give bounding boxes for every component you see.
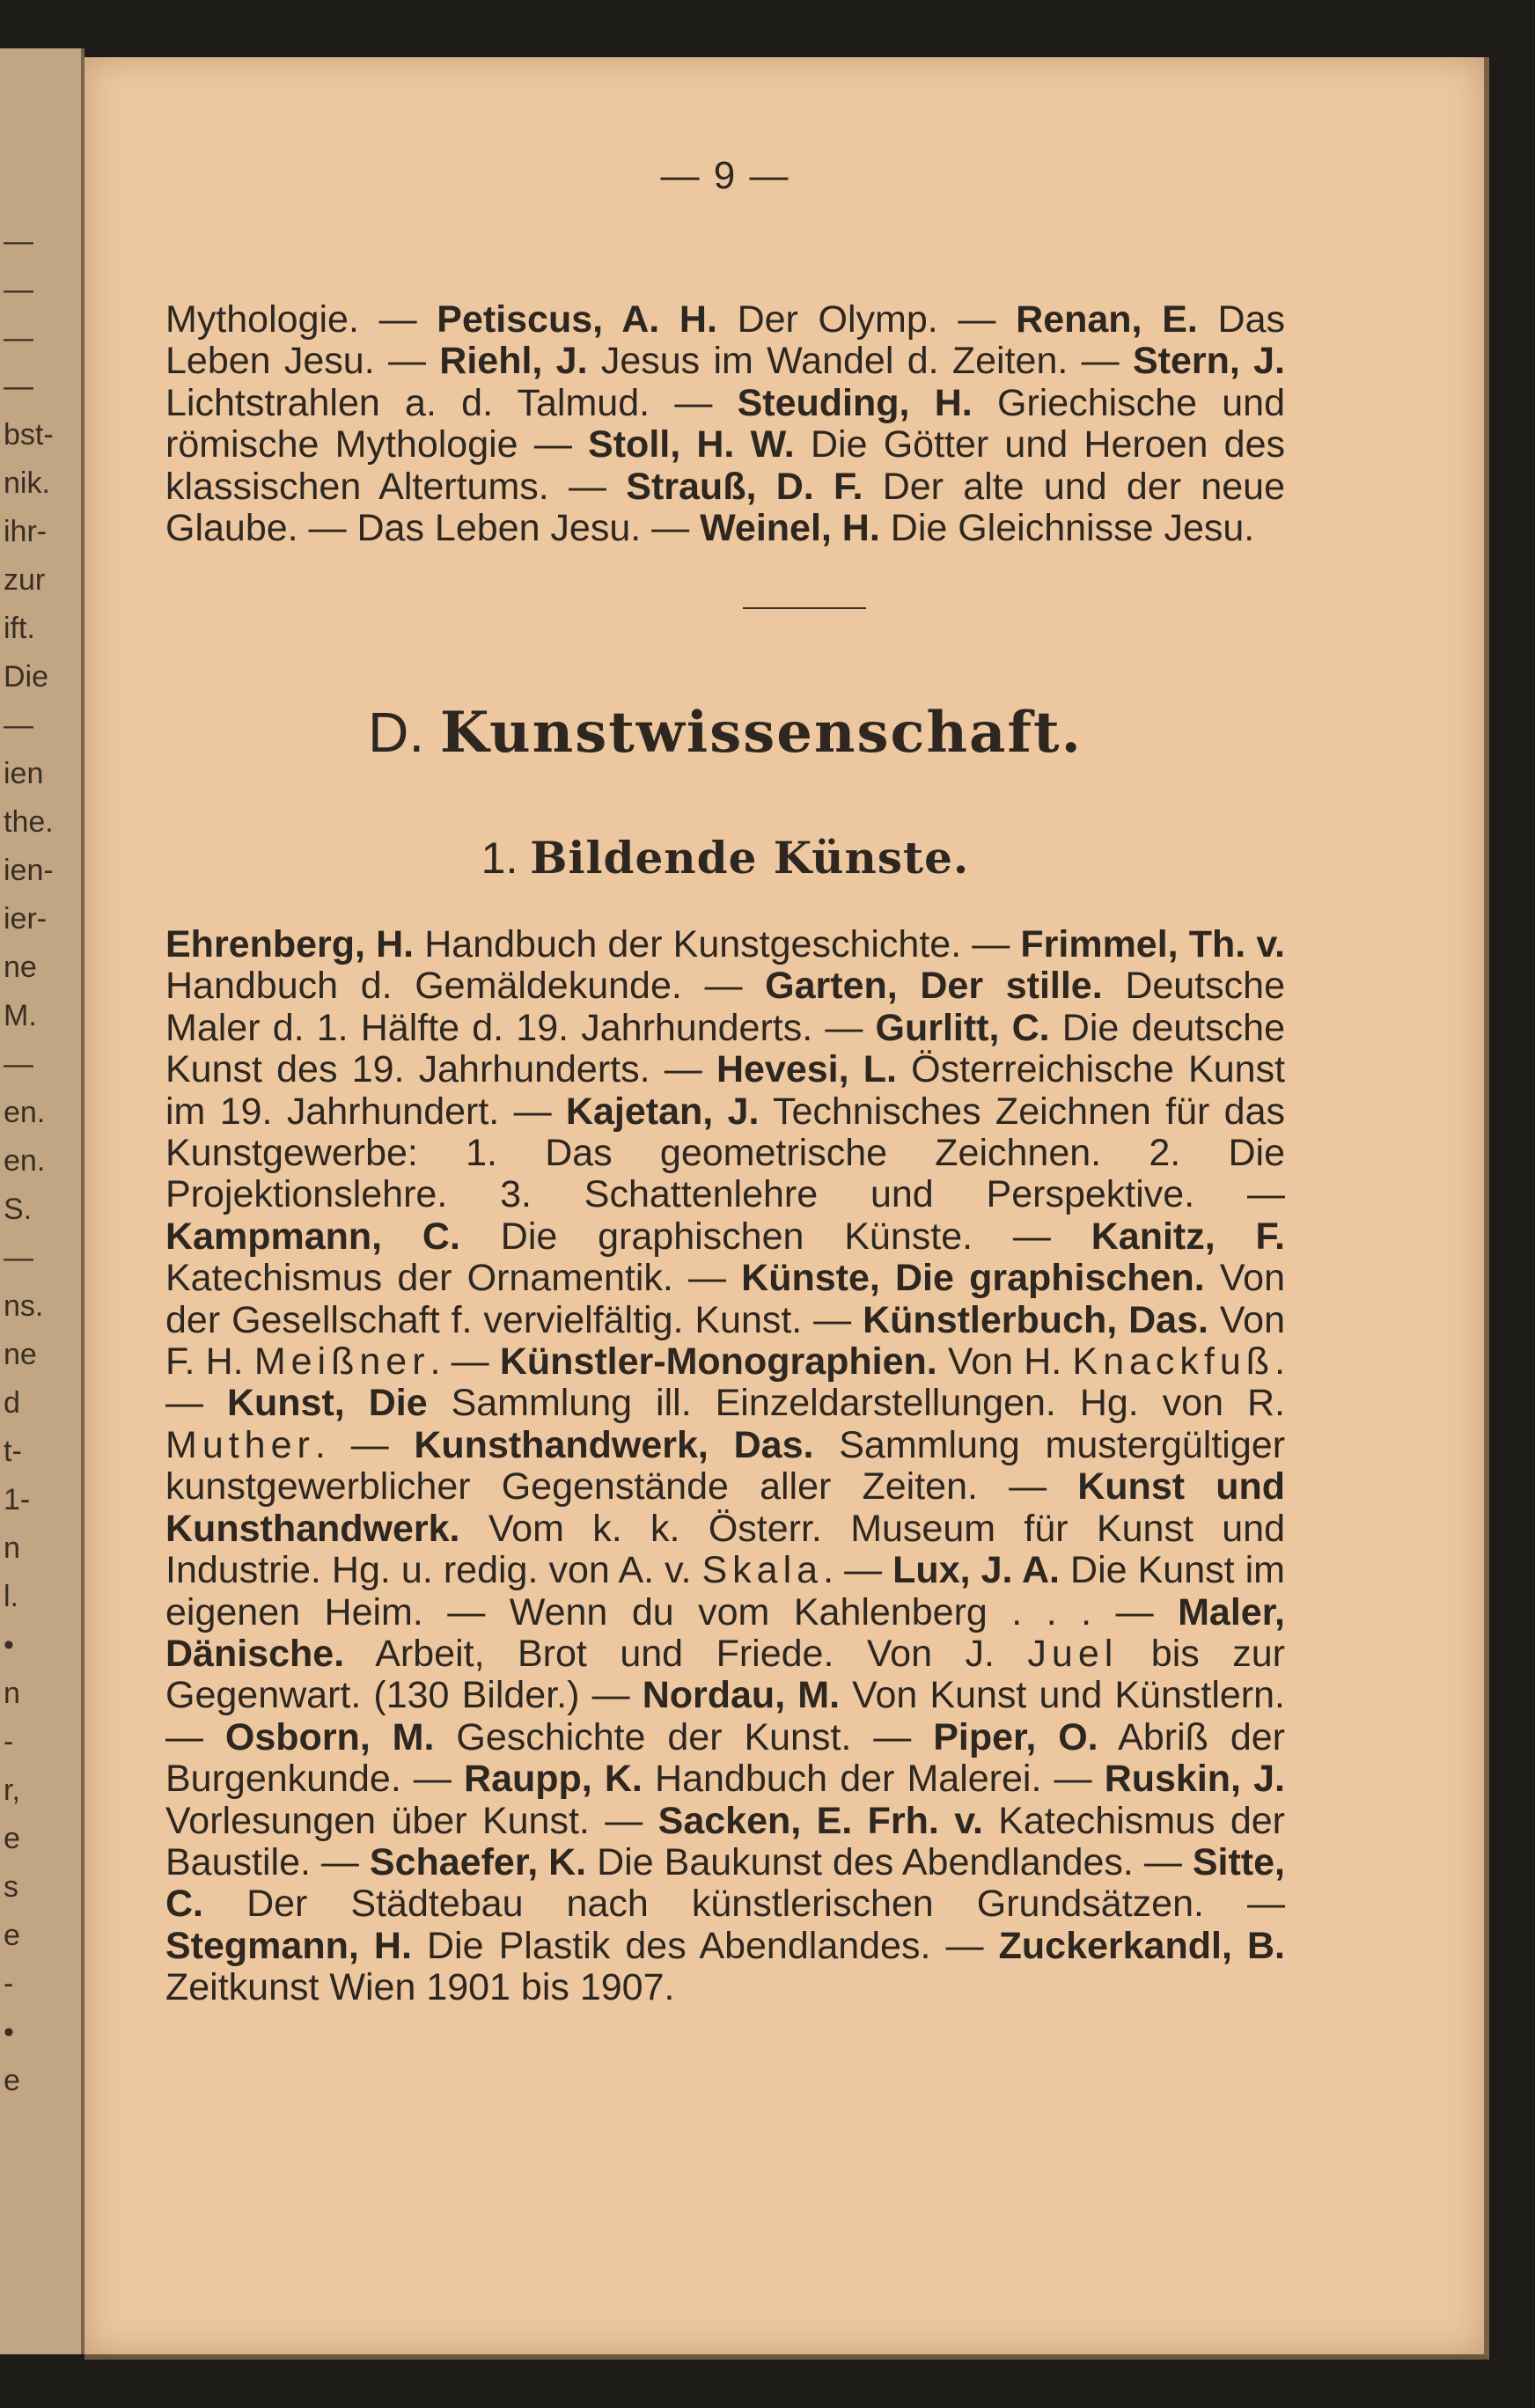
left-page-fragment: the.: [4, 805, 54, 839]
entry-text: Der alte und der neue Glaube. — Das Leben Jesu. —: [165, 465, 1285, 550]
left-page-fragment: zur: [4, 563, 46, 597]
entry-text: Die Baukunst des Abendlandes. —: [586, 1840, 1193, 1883]
left-page-fragment: e: [4, 2064, 20, 2097]
entry-text: Sammlung mustergültiger kunstgewerblicher Gegenstände aller Zeiten. —: [165, 1423, 1286, 1509]
entry-text: Geschichte der Kunst. —: [434, 1715, 934, 1758]
left-page-fragment: n: [4, 1531, 20, 1565]
spaced-name: Knackfuß: [1072, 1340, 1275, 1384]
entry-text: Der Olymp. —: [716, 298, 1017, 341]
author-name: Sacken, E. Frh. v.: [657, 1799, 983, 1842]
left-page-fragment: e: [4, 1919, 20, 1952]
author-name: Maler, Dänische.: [165, 1590, 1285, 1675]
left-page-fragment: en.: [4, 1096, 46, 1129]
entry-text: . —: [823, 1549, 893, 1592]
entry-text: Technisches Zeichnen für das Kunstgewerbe: 1. Das geometrische Zeichnen. 2. Die Projektionslehre. 3. Schattenlehre und Perspektive. —: [165, 1090, 1285, 1216]
author-name: Zuckerkandl, B.: [998, 1924, 1285, 1967]
left-page-fragment: —: [4, 1047, 33, 1081]
left-page-fragment: •: [4, 1628, 14, 1662]
author-name: Schaefer, K.: [369, 1840, 587, 1883]
left-page-fragment: l.: [4, 1580, 18, 1613]
author-name: Sitte, C.: [165, 1840, 1285, 1926]
entry-text: Jesus im Wandel d. Zeiten. —: [587, 340, 1133, 383]
left-page-fragment: M.: [4, 999, 37, 1032]
entry-text: Vorlesungen über Kunst. —: [165, 1799, 658, 1842]
entry-text: Griechische und römische Mythologie —: [165, 381, 1285, 466]
left-page-fragment: ihr-: [4, 515, 48, 548]
section-divider: [743, 607, 866, 609]
left-page-fragment: nik.: [4, 466, 50, 500]
entry-text: Österreichische Kunst im 19. Jahrhundert. —: [165, 1048, 1286, 1133]
left-page-fragment: -: [4, 1725, 14, 1758]
entry-text: Handbuch d. Gemäldekunde. —: [165, 965, 766, 1008]
left-page-fragment: bst-: [4, 418, 54, 452]
author-name: Garten, Der stille.: [765, 965, 1103, 1008]
bibliography-paragraph: [165, 924, 1285, 2009]
author-name: Lux, J. A.: [892, 1549, 1060, 1592]
left-page-fragment: en.: [4, 1144, 46, 1178]
author-name: Raupp, K.: [464, 1758, 643, 1801]
left-page-fragment: ne: [4, 951, 37, 984]
entry-text: Handbuch der Kunstgeschichte. —: [414, 923, 1021, 965]
subsection-number: 1.: [481, 833, 518, 883]
author-name: Kampmann, C.: [165, 1215, 460, 1258]
left-page-fragment: —: [4, 224, 33, 258]
author-name: Künstlerbuch, Das.: [863, 1298, 1208, 1341]
entry-text: Die Gleichnisse Jesu.: [879, 507, 1255, 550]
book-page: [84, 57, 1489, 2360]
author-name: Ruskin, J.: [1104, 1758, 1285, 1801]
entry-text: Die Kunst im eigenen Heim. — Wenn du vom Kahlenberg . . . —: [165, 1549, 1285, 1633]
author-name: Stegmann, H.: [165, 1924, 412, 1967]
entry-text: Von H.: [936, 1340, 1073, 1384]
left-page-fragment: —: [4, 321, 33, 355]
left-page-fragment: -: [4, 1967, 14, 2001]
author-name: Hevesi, L.: [716, 1048, 897, 1091]
left-page-fragment: •: [4, 2015, 14, 2049]
author-name: Ehrenberg, H.: [165, 923, 415, 965]
author-name: Nordau, M.: [642, 1674, 841, 1717]
entry-text: Von F. H.: [165, 1298, 1285, 1384]
author-name: Stoll, H. W.: [588, 423, 795, 466]
entry-text: Die graphischen Künste. —: [459, 1215, 1091, 1258]
entry-text: Das Leben Jesu. —: [165, 298, 1285, 383]
entry-text: Der Städtebau nach künstlerischen Grundsätzen. —: [203, 1883, 1285, 1926]
left-page-fragment: —: [4, 370, 33, 403]
entry-text: Von der Gesellschaft f. vervielfältig. Kunst. —: [165, 1257, 1286, 1341]
entry-text: . —: [314, 1423, 415, 1466]
left-page-fragment: ift.: [4, 612, 35, 645]
author-name: Piper, O.: [933, 1715, 1098, 1758]
left-page-fragment: —: [4, 708, 33, 742]
author-name: Kunst, Die: [226, 1382, 428, 1425]
left-page-fragment: ns.: [4, 1289, 44, 1323]
author-name: Kunst und Kunsthandwerk.: [165, 1465, 1285, 1550]
author-name: Kunsthandwerk, Das.: [414, 1423, 814, 1466]
entry-text: Deutsche Maler d. 1. Hälfte d. 19. Jahrhunderts. —: [165, 965, 1285, 1049]
entry-text: Katechismus der Baustile. —: [165, 1799, 1286, 1883]
entry-text: Mythologie. —: [165, 298, 437, 341]
spaced-name: Juel: [1027, 1632, 1119, 1675]
author-name: Strauß, D. F.: [626, 465, 863, 508]
spaced-name: Skala: [701, 1549, 824, 1592]
page-number: — 9 —: [660, 154, 790, 197]
author-name: Künste, Die graphischen.: [741, 1257, 1205, 1300]
author-name: Steuding, H.: [737, 381, 973, 424]
spaced-name: Muther: [165, 1423, 315, 1466]
entry-text: Zeitkunst Wien 1901 bis 1907.: [165, 1966, 675, 2009]
left-page-fragment: s: [4, 1870, 18, 1904]
author-name: Kajetan, J.: [565, 1090, 760, 1133]
author-name: Stern, J.: [1132, 340, 1285, 383]
intro-paragraph: [165, 299, 1285, 549]
section-letter: D.: [368, 701, 425, 764]
entry-text: Von Kunst und Künstlern. —: [165, 1674, 1285, 1758]
left-page-fragment: d: [4, 1386, 20, 1420]
left-page-fragment: r,: [4, 1773, 20, 1807]
left-page-fragment: n: [4, 1677, 20, 1710]
entry-text: Die Götter und Heroen des klassischen Altertums. —: [165, 423, 1285, 508]
entry-text: Arbeit, Brot und Friede. Von J.: [344, 1632, 1028, 1675]
left-page-fragment: t-: [4, 1435, 22, 1468]
subsection-name: Bildende Künste.: [530, 832, 970, 884]
left-page-fragment: e: [4, 1822, 20, 1855]
left-page-fragment: —: [4, 1241, 33, 1274]
author-name: Künstler-Monographien.: [499, 1340, 937, 1384]
entry-text: Vom k. k. Österr. Museum für Kunst und Industrie. Hg. u. redig. von A. v.: [165, 1507, 1285, 1592]
entry-text: Abriß der Burgenkunde. —: [165, 1715, 1285, 1801]
author-name: Renan, E.: [1016, 298, 1198, 341]
entry-text: Die Plastik des Abendlandes. —: [411, 1924, 999, 1967]
entry-text: . —: [165, 1340, 1286, 1425]
left-page-fragment: Die: [4, 660, 49, 694]
left-page-fragment: 1-: [4, 1483, 31, 1516]
entry-text: Katechismus der Ornamentik. —: [165, 1257, 742, 1300]
author-name: Kanitz, F.: [1091, 1215, 1285, 1258]
left-page-fragment: ne: [4, 1338, 37, 1371]
entry-text: Sammlung ill. Einzeldarstellungen. Hg. von R.: [427, 1382, 1285, 1425]
entry-text: Lichtstrahlen a. d. Talmud. —: [165, 381, 738, 424]
entry-text: bis zur Gegenwart. (130 Bilder.) —: [165, 1632, 1285, 1717]
left-page-fragment: ien: [4, 757, 44, 790]
author-name: Osborn, M.: [224, 1715, 435, 1758]
left-page-fragment: —: [4, 273, 33, 306]
spaced-name: Meißner: [253, 1340, 430, 1384]
author-name: Weinel, H.: [700, 507, 880, 550]
section-name: Kunstwissenschaft.: [439, 700, 1083, 766]
entry-text: . —: [430, 1340, 500, 1384]
left-page-fragment: S.: [4, 1193, 33, 1226]
author-name: Petiscus, A. H.: [437, 298, 717, 341]
author-name: Gurlitt, C.: [875, 1006, 1050, 1049]
author-name: Frimmel, Th. v.: [1020, 923, 1286, 965]
left-page-fragment: ien-: [4, 854, 54, 887]
entry-text: Handbuch der Malerei. —: [642, 1758, 1105, 1801]
previous-page-edge: [0, 48, 84, 2354]
entry-text: Die deutsche Kunst des 19. Jahrhunderts. —: [165, 1006, 1286, 1091]
subsection-heading: [165, 832, 1285, 884]
author-name: Riehl, J.: [439, 340, 588, 383]
section-heading: [165, 700, 1285, 766]
left-page-fragment: ier-: [4, 902, 48, 936]
